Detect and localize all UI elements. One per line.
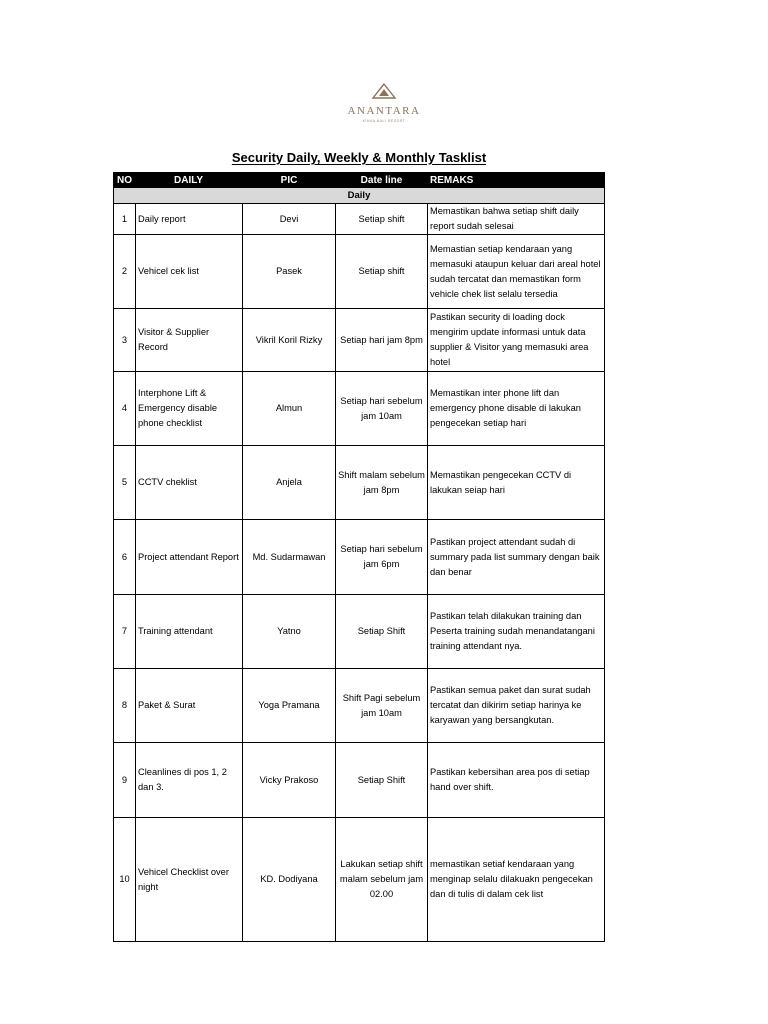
task-pic: Pasek <box>243 235 336 309</box>
task-number: 4 <box>114 372 136 446</box>
task-name: Training attendant <box>136 595 243 669</box>
task-pic: Devi <box>243 204 336 235</box>
logo-name: ANANTARA <box>347 105 421 117</box>
task-number: 9 <box>114 743 136 818</box>
task-pic: Vikril Koril Rizky <box>243 309 336 372</box>
header-date-line: Date line <box>336 173 428 188</box>
task-date-line: Setiap shift <box>336 204 428 235</box>
task-remarks: Pastikan project attendant sudah di summary pada list summary dengan baik dan benar <box>428 520 605 595</box>
task-number: 3 <box>114 309 136 372</box>
task-date-line: Shift Pagi sebelum jam 10am <box>336 669 428 743</box>
table-header-row <box>114 173 605 188</box>
table-row <box>114 818 605 942</box>
task-pic: KD. Dodiyana <box>243 818 336 942</box>
task-remarks: Pastikan telah dilakukan training dan Peserta training sudah menandatangani training attendant nya. <box>428 595 605 669</box>
task-pic: Almun <box>243 372 336 446</box>
task-date-line: Setiap hari jam 8pm <box>336 309 428 372</box>
section-row <box>114 188 605 204</box>
task-number: 2 <box>114 235 136 309</box>
task-remarks: Memastikan inter phone lift dan emergency phone disable di lakukan pengecekan setiap hari <box>428 372 605 446</box>
task-number: 10 <box>114 818 136 942</box>
task-name: Vehicel cek list <box>136 235 243 309</box>
task-name: Visitor & Supplier Record <box>136 309 243 372</box>
task-date-line: Setiap Shift <box>336 743 428 818</box>
table-row <box>114 235 605 309</box>
section-label: Daily <box>114 188 605 204</box>
task-date-line: Setiap Shift <box>336 595 428 669</box>
task-number: 1 <box>114 204 136 235</box>
logo-tagline: KIHAA BALI RESORT <box>362 119 406 123</box>
task-name: Cleanlines di pos 1, 2 dan 3. <box>136 743 243 818</box>
triangle-logo-icon <box>371 83 397 99</box>
task-remarks: Memastikan bahwa setiap shift daily report sudah selesai <box>428 204 605 235</box>
task-name: Daily report <box>136 204 243 235</box>
task-name: Interphone Lift & Emergency disable phone checklist <box>136 372 243 446</box>
task-name: Project attendant Report <box>136 520 243 595</box>
header-no: NO <box>114 173 136 188</box>
table-row <box>114 743 605 818</box>
task-number: 7 <box>114 595 136 669</box>
task-number: 5 <box>114 446 136 520</box>
task-name: Paket & Surat <box>136 669 243 743</box>
task-pic: Yoga Pramana <box>243 669 336 743</box>
task-number: 8 <box>114 669 136 743</box>
task-remarks: Pastikan security di loading dock mengirim update informasi untuk data supplier & Visitor yang memasuki area hotel <box>428 309 605 372</box>
header-pic: PIC <box>243 173 336 188</box>
task-name: Vehicel Checklist over night <box>136 818 243 942</box>
task-date-line: Setiap hari sebelum jam 10am <box>336 372 428 446</box>
table-row <box>114 309 605 372</box>
header-daily: DAILY <box>136 173 243 188</box>
table-row <box>114 669 605 743</box>
anantara-logo <box>344 72 424 134</box>
task-remarks: Pastikan semua paket dan surat sudah tercatat dan dikirim setiap harinya ke karyawan yang bersangkutan. <box>428 669 605 743</box>
task-date-line: Setiap hari sebelum jam 6pm <box>336 520 428 595</box>
table-row <box>114 595 605 669</box>
header-remarks: REMAKS <box>428 173 605 188</box>
task-name: CCTV cheklist <box>136 446 243 520</box>
tasklist-table <box>113 172 605 942</box>
table-row <box>114 446 605 520</box>
task-remarks: memastikan setiaf kendaraan yang menginap selalu dilakuakn pengecekan dan di tulis di dalam cek list <box>428 818 605 942</box>
table-row <box>114 204 605 235</box>
task-remarks: Memastikan pengecekan CCTV di lakukan seiap hari <box>428 446 605 520</box>
task-pic: Yatno <box>243 595 336 669</box>
task-pic: Anjela <box>243 446 336 520</box>
task-date-line: Setiap shift <box>336 235 428 309</box>
task-date-line: Shift malam sebelum jam 8pm <box>336 446 428 520</box>
task-date-line: Lakukan setiap shift malam sebelum jam 02.00 <box>336 818 428 942</box>
task-remarks: Pastikan kebersihan area pos di setiap hand over shift. <box>428 743 605 818</box>
page-title: Security Daily, Weekly & Monthly Tasklist <box>231 150 487 165</box>
table-row <box>114 372 605 446</box>
table-row <box>114 520 605 595</box>
task-number: 6 <box>114 520 136 595</box>
task-pic: Vicky Prakoso <box>243 743 336 818</box>
task-pic: Md. Sudarmawan <box>243 520 336 595</box>
task-remarks: Memastian setiap kendaraan yang memasuki ataupun keluar dari areal hotel sudah tercatat dan memastikan form vehicle chek list selalu tersedia <box>428 235 605 309</box>
